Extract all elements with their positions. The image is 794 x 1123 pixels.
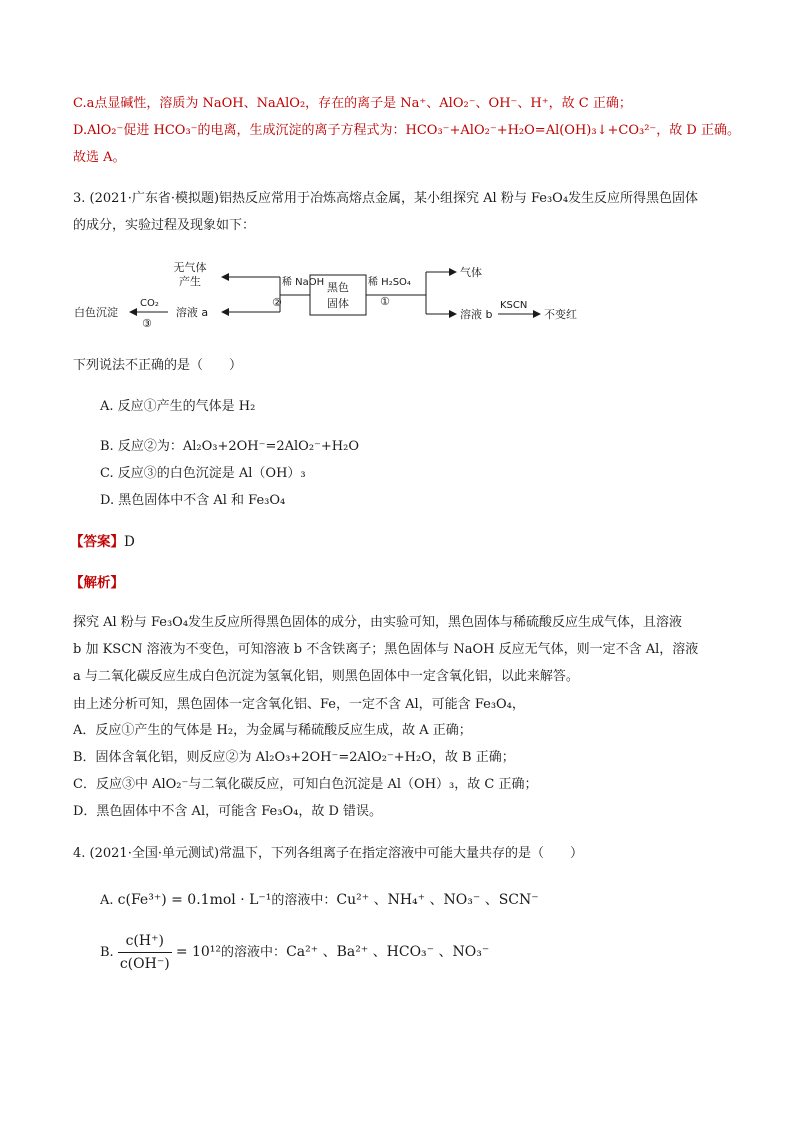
right-reagent-label: 稀 H₂SO₄ [368, 277, 411, 288]
analysis-line: A．反应①产生的气体是 H₂，为金属与稀硫酸反应生成，故 A 正确； [73, 723, 472, 738]
no-gas-label-1: 无气体 [173, 261, 207, 274]
reaction-2-marker: ② [272, 296, 282, 309]
no-gas-label-2: 产生 [179, 275, 201, 288]
q4-option-b-text: 的溶液中： [221, 945, 287, 960]
analysis-line: C．反应③中 AlO₂⁻与二氧化碳反应，可知白色沉淀是 Al（OH）₃，故 C 正确； [73, 777, 538, 792]
answer-label: 【答案】 [70, 534, 124, 550]
analysis-line: 探究 Al 粉与 Fe₃O₄发生反应所得黑色固体的成分，由实验可知，黑色固体与稀硫酸反应生成气体，且溶液 [73, 615, 683, 630]
black-solid-label-1: 黑色 [327, 281, 349, 294]
q3-option-d: D. 黑色固体中不含 Al 和 Fe₃O₄ [100, 493, 286, 508]
q3-stem-line2: 的成分，实验过程及现象如下： [73, 218, 256, 233]
q4-option-b-label: B. [100, 945, 114, 960]
fraction-numerator: c(H⁺) [118, 930, 172, 953]
q3-analysis-label: 【解析】 [70, 575, 124, 591]
q4-stem: 4. (2021·全国·单元测试)常温下，下列各组离子在指定溶液中可能大量共存的是（ ） [73, 846, 584, 861]
q3-option-a: A. 反应①产生的气体是 H₂ [100, 399, 256, 414]
q4-option-b-fraction [118, 930, 172, 975]
left-reagent-label: 稀 NaOH [282, 277, 325, 288]
q4-option-a-text: 的溶液中： [271, 893, 337, 908]
co2-reagent-label: CO₂ [140, 298, 159, 309]
black-solid-label-2: 固体 [327, 297, 349, 310]
fraction-denominator: c(OH⁻) [119, 956, 170, 972]
reaction-1-marker: ① [380, 295, 390, 308]
q4-option-a-expression: c(Fe³⁺) = 0.1mol · L⁻¹ [117, 892, 272, 908]
analysis-line: 由上述分析可知，黑色固体一定含氧化铝、Fe，一定不含 Al，可能含 Fe₃O₄， [73, 697, 525, 712]
q3-question-prompt: 下列说法不正确的是（ ） [73, 358, 243, 373]
q4-option-a [100, 891, 539, 910]
q4-option-a-label: A. [100, 893, 114, 908]
prev-conclusion: 故选 A。 [73, 150, 126, 165]
answer-value: D [124, 534, 135, 550]
q3-option-c: C. 反应③的白色沉淀是 Al（OH）₃ [100, 466, 306, 481]
q3-stem-line1: 3. (2021·广东省·模拟题)铝热反应常用于冶炼高熔点金属，某小组探究 Al 粉与 Fe₃O₄发生反应所得黑色固体 [73, 191, 699, 206]
prev-option-c-explanation: C.a点显碱性，溶质为 NaOH、NaAlO₂，存在的离子是 Na⁺、AlO₂⁻、OH⁻、H⁺，故 C 正确； [73, 96, 632, 111]
gas-label: 气体 [460, 266, 482, 279]
analysis-line: D．黑色固体中不含 Al，可能含 Fe₃O₄，故 D 错误。 [73, 804, 383, 819]
white-precipitate-label: 白色沉淀 [74, 306, 118, 319]
q3-option-b: B. 反应②为：Al₂O₃+2OH⁻=2AlO₂⁻+H₂O [100, 439, 360, 454]
q3-answer [70, 533, 135, 551]
q4-option-b-ions: Ca²⁺ 、Ba²⁺ 、HCO₃⁻ 、NO₃⁻ [286, 944, 490, 960]
prev-option-d-explanation: D.AlO₂⁻促进 HCO₃⁻的电离，生成沉淀的离子方程式为：HCO₃⁻+AlO₂⁻+H₂O=Al(OH)₃↓+CO₃²⁻，故 D 正确。 [73, 123, 740, 138]
analysis-line: b 加 KSCN 溶液为不变色，可知溶液 b 不含铁离子；黑色固体与 NaOH 反应无气体，则一定不含 Al，溶液 [73, 642, 699, 657]
kscn-reagent-label: KSCN [500, 300, 528, 311]
q4-option-a-ions: Cu²⁺ 、NH₄⁺ 、NO₃⁻ 、SCN⁻ [336, 892, 539, 908]
analysis-line: a 与二氧化碳反应生成白色沉淀为氢氧化铝，则黑色固体中一定含氧化铝，以此来解答。 [73, 669, 579, 684]
no-red-label: 不变红 [544, 308, 577, 321]
analysis-line: B．固体含氧化铝，则反应②为 Al₂O₃+2OH⁻=2AlO₂⁻+H₂O，故 B 正确； [73, 750, 515, 765]
reaction-3-marker: ③ [142, 317, 152, 330]
solution-a-label: 溶液 a [175, 306, 209, 319]
q4-option-b [100, 930, 489, 975]
solution-b-label: 溶液 b [460, 308, 493, 321]
experiment-flow-diagram [60, 255, 620, 335]
q4-option-b-equation: = 10¹² [175, 944, 222, 960]
